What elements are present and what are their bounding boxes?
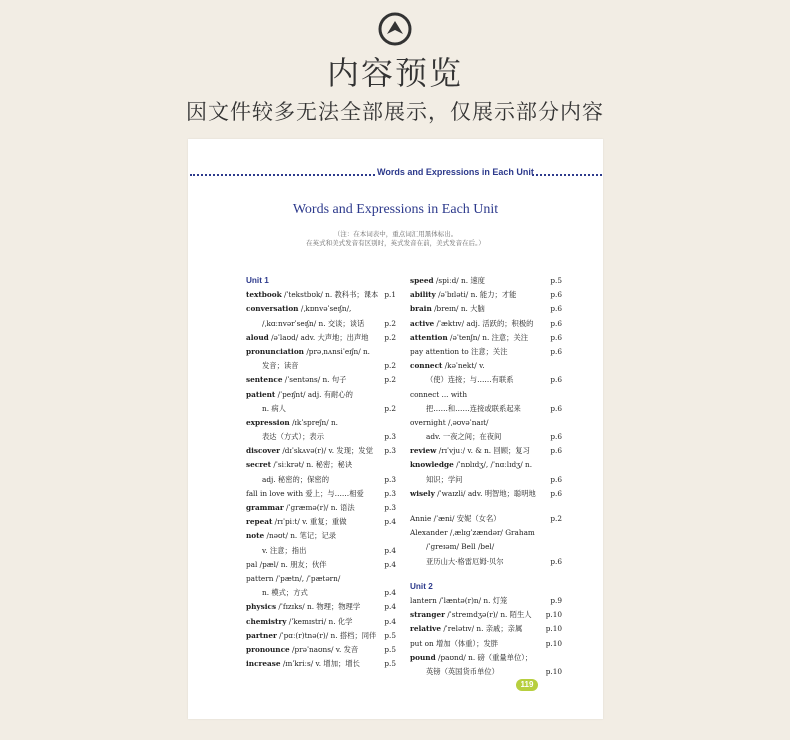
entry-text (246, 416, 338, 430)
entry-page-ref: p.6 (550, 474, 562, 484)
entry-definition: /ɪkˈspreʃn/ n. (289, 417, 338, 427)
headword: discover (246, 446, 281, 456)
headword: active (410, 318, 435, 328)
entry-text (410, 458, 532, 472)
entry-definition: /əˈbɪləti/ n. 能力；才能 (435, 290, 517, 300)
word-entry (246, 288, 396, 302)
entry-page-ref: p.4 (384, 517, 396, 527)
word-entry (246, 558, 396, 572)
word-entry (246, 458, 396, 472)
entry-text: Annie /ˈæni/ 安妮（女名） (410, 514, 501, 523)
word-list-right-column (410, 274, 562, 679)
entry-page-ref: p.5 (384, 659, 396, 669)
entry-definition: /rɪˈpiːt/ v. 重复；重做 (272, 517, 347, 527)
entry-page-ref: p.6 (550, 446, 562, 456)
entry-text: lantern /ˈlæntə(r)n/ n. 灯笼 (410, 595, 508, 605)
headword: relative (410, 624, 442, 634)
headword: pronunciation (246, 346, 304, 356)
entry-page-ref: p.6 (550, 332, 562, 342)
entry-page-ref: p.2 (384, 403, 396, 413)
entry-definition: /ˈpɑː(r)tnə(r)/ n. 搭档；同伴 (276, 630, 377, 640)
entry-text: Alexander /ˌælɪɡˈzændər/ Graham (410, 528, 535, 538)
headword: knowledge (410, 460, 454, 470)
entry-page-ref: p.3 (384, 503, 396, 512)
page-number-badge: 119 (516, 679, 538, 691)
entry-text (246, 302, 351, 316)
word-entry (410, 637, 562, 651)
entry-definition: /ˈstreɪndʒə(r)/ n. 陌生人 (444, 610, 532, 620)
entry-definition: /ˈfɪzɪks/ n. 物理；物理学 (276, 602, 361, 612)
entry-text (246, 345, 370, 359)
entry-page-ref: p.2 (550, 514, 562, 523)
entry-page-ref: p.10 (545, 624, 562, 634)
entry-page-ref: p.5 (384, 630, 396, 640)
entry-definition: /dɪˈskʌvə(r)/ v. 发现；发觉 (280, 446, 373, 456)
headword: textbook (246, 290, 282, 300)
section-spacer (410, 501, 562, 512)
entry-text (410, 651, 532, 665)
word-entry (246, 615, 396, 629)
entry-page-ref: p.5 (550, 276, 562, 285)
entry-text (246, 629, 376, 643)
entry-text: /ˌkɑːnvərˈseɪʃn/ n. 交谈；谈话 (262, 318, 365, 328)
entry-text: 发音；读音 (262, 361, 299, 371)
word-entry (246, 444, 396, 458)
word-entry (246, 544, 396, 558)
entry-definition: /prəˈnaʊns/ v. 发音 (289, 644, 359, 654)
headword: grammar (246, 503, 284, 512)
headword: conversation (246, 304, 299, 314)
headword: wisely (410, 488, 435, 498)
word-entry (410, 665, 562, 679)
section-spacer (410, 569, 562, 580)
headword: pound (410, 652, 436, 662)
headword: note (246, 531, 265, 541)
entry-page-ref: p.6 (550, 403, 562, 413)
headword: stranger (410, 610, 445, 620)
entry-text: connect ... with (410, 389, 468, 399)
entry-text (410, 487, 536, 501)
headword: physics (246, 602, 277, 612)
entry-page-ref: p.10 (545, 610, 562, 620)
word-entry (246, 572, 396, 586)
word-entry (246, 473, 396, 487)
headword: speed (410, 276, 434, 285)
entry-definition: /ˈnɒlɪdʒ/, /ˈnɑːlɪdʒ/ n. (453, 460, 533, 470)
header-divider-right (532, 174, 602, 176)
word-entry (410, 373, 562, 387)
entry-page-ref: p.6 (550, 290, 562, 300)
headword: secret (246, 460, 272, 470)
headword: partner (246, 630, 277, 640)
entry-page-ref: p.6 (550, 375, 562, 385)
entry-text (246, 501, 355, 515)
entry-text: adj. 秘密的；保密的 (262, 474, 330, 484)
headword: ability (410, 290, 436, 300)
entry-definition: /ˈwaɪzli/ adv. 明智地；聪明地 (434, 488, 536, 498)
note-line-1: （注：在本词表中，重点词汇用黑体标出。 (333, 230, 458, 238)
word-entry (246, 487, 396, 501)
entry-text (410, 302, 485, 316)
entry-text (410, 444, 530, 458)
word-entry (246, 416, 396, 430)
unit-heading (246, 274, 396, 288)
entry-text: 表达（方式）；表示 (262, 432, 325, 442)
entry-text: pay attention to 注意；关注 (410, 346, 508, 356)
word-entry (410, 473, 562, 487)
word-entry (246, 402, 396, 416)
chevron-up-circle-icon (378, 12, 412, 46)
entry-definition: /nəʊt/ n. 笔记；记录 (264, 531, 337, 541)
entry-text (246, 615, 352, 629)
entry-text (410, 331, 528, 345)
word-entry (246, 345, 396, 359)
entry-definition: /spiːd/ n. 速度 (433, 276, 485, 285)
entry-page-ref: p.1 (384, 290, 396, 300)
entry-text: /ˈɡreɪəm/ Bell /bel/ (426, 542, 495, 552)
entry-text (246, 373, 346, 387)
headword: attention (410, 332, 448, 342)
word-entry (410, 487, 562, 501)
word-entry (410, 388, 562, 402)
word-entry (246, 302, 396, 316)
word-entry (410, 622, 562, 636)
entry-text (410, 274, 485, 288)
entry-page-ref: p.6 (550, 488, 562, 498)
word-entry (410, 458, 562, 472)
entry-text: pal /pæl/ n. 朋友；伙伴 (246, 559, 327, 569)
entry-definition: /breɪn/ n. 大脑 (431, 304, 485, 314)
entry-page-ref: p.3 (384, 488, 396, 498)
word-entry (410, 317, 562, 331)
entry-text (246, 458, 352, 472)
entry-definition: /əˈtenʃn/ n. 注意；关注 (447, 332, 529, 342)
entry-page-ref: p.2 (384, 375, 396, 385)
headword: expression (246, 417, 290, 427)
word-entry (246, 359, 396, 373)
entry-text: 亚历山大·格雷厄姆·贝尔 (426, 556, 504, 566)
entry-text (410, 359, 485, 373)
entry-text: 英镑（英国货币单位） (426, 666, 499, 676)
headword: patient (246, 389, 276, 399)
entry-text (246, 657, 360, 671)
word-entry (410, 608, 562, 622)
preview-title: 内容预览 (326, 54, 463, 92)
running-header (188, 169, 603, 181)
entry-text: v. 注意；指出 (262, 545, 307, 555)
header-divider-left (190, 174, 375, 176)
entry-definition: /ˈɡræmə(r)/ n. 语法 (283, 503, 355, 512)
unit-label: Unit 2 (410, 581, 433, 591)
entry-text: overnight /ˌəʊvəˈnaɪt/ (410, 417, 489, 427)
entry-definition: /ˈæktɪv/ adj. 活跃的；积极的 (434, 318, 534, 328)
headword: increase (246, 659, 281, 669)
entry-definition: /paʊnd/ n. 磅（重量单位）； (435, 652, 533, 662)
word-entry (246, 331, 396, 345)
entry-text: 知识；学问 (426, 474, 463, 484)
entry-page-ref: p.3 (384, 474, 396, 484)
word-entry (410, 345, 562, 359)
entry-page-ref: p.2 (384, 318, 396, 328)
entry-text: pattern /ˈpætn/, /ˈpætərn/ (246, 573, 341, 583)
headword: connect (410, 361, 443, 371)
entry-definition: /kəˈnekt/ v. (442, 361, 485, 371)
word-entry (410, 526, 562, 540)
entry-definition: /ˌkɒnvəˈseɪʃn/, (298, 304, 352, 314)
entry-text (246, 643, 358, 657)
word-list-left-column (246, 274, 396, 671)
entry-page-ref: p.6 (550, 346, 562, 356)
page-title: Words and Expressions in Each Unit (292, 202, 499, 217)
entry-text: （使）连接；与……有联系 (426, 375, 514, 385)
word-entry (246, 629, 396, 643)
headword: pronounce (246, 644, 290, 654)
word-entry (410, 302, 562, 316)
word-entry (246, 317, 396, 331)
entry-text: 把……和……连接或联系起来 (426, 403, 521, 413)
word-entry (410, 540, 562, 554)
headword: repeat (246, 517, 273, 527)
entry-definition: /ˈrelətɪv/ n. 亲戚；亲属 (441, 624, 523, 634)
entry-definition: /ˈsiːkrət/ n. 秘密；秘诀 (271, 460, 353, 470)
entry-page-ref: p.6 (550, 304, 562, 314)
running-header-label: Words and Expressions in Each Unit (377, 167, 534, 177)
entry-text: n. 模式；方式 (262, 588, 308, 598)
entry-text (410, 608, 532, 622)
entry-text (410, 622, 522, 636)
entry-definition: /ˈpeɪʃnt/ adj. 有耐心的 (275, 389, 353, 399)
word-entry (410, 444, 562, 458)
word-entry (246, 600, 396, 614)
entry-text (246, 444, 373, 458)
entry-text (246, 331, 369, 345)
entry-definition: /əˈlaʊd/ adv. 大声地；出声地 (268, 332, 369, 342)
word-entry (246, 643, 396, 657)
word-entry (410, 288, 562, 302)
entry-page-ref: p.10 (545, 638, 562, 648)
word-entry (410, 331, 562, 345)
entry-page-ref: p.3 (384, 446, 396, 456)
unit-heading (410, 580, 562, 594)
entry-text (246, 600, 360, 614)
entry-page-ref: p.4 (384, 616, 396, 626)
entry-text (410, 288, 516, 302)
entry-text: adv. 一夜之间；在夜间 (426, 432, 502, 442)
entry-text (410, 317, 533, 331)
entry-page-ref: p.9 (550, 595, 562, 605)
entry-text (246, 515, 347, 529)
entry-page-ref: p.4 (384, 588, 396, 598)
entry-text: fall in love with 爱上；与……相爱 (246, 488, 364, 498)
word-entry (410, 402, 562, 416)
word-entry (246, 657, 396, 671)
word-entry (410, 594, 562, 608)
entry-page-ref: p.4 (384, 559, 396, 569)
entry-text: n. 病人 (262, 403, 286, 413)
word-entry (246, 388, 396, 402)
entry-page-ref: p.4 (384, 602, 396, 612)
headword: brain (410, 304, 432, 314)
entry-page-ref: p.5 (384, 644, 396, 654)
entry-definition: /prəˌnʌnsiˈeɪʃn/ n. (304, 346, 370, 356)
entry-text (246, 288, 378, 302)
entry-page-ref: p.6 (550, 556, 562, 566)
entry-text: put on 增加（体重）；发胖 (410, 638, 499, 648)
word-entry (410, 555, 562, 569)
entry-page-ref: p.2 (384, 361, 396, 371)
entry-definition: /ˈkemɪstri/ n. 化学 (286, 616, 353, 626)
entry-page-ref: p.6 (550, 318, 562, 328)
unit-label: Unit 1 (246, 276, 269, 285)
entry-definition: /rɪˈvjuː/ v. & n. 回顾；复习 (436, 446, 530, 456)
entry-page-ref: p.4 (384, 545, 396, 555)
note-line-2: 在英式和美式发音有区别时，英式发音在前，美式发音在后。） (306, 239, 485, 247)
entry-definition: /ˈtekstbʊk/ n. 教科书；课本 (281, 290, 379, 300)
entry-text (246, 388, 353, 402)
headword: chemistry (246, 616, 287, 626)
word-entry (410, 651, 562, 665)
headword: aloud (246, 332, 269, 342)
entry-page-ref: p.3 (384, 432, 396, 442)
word-entry (410, 359, 562, 373)
word-entry (410, 274, 562, 288)
word-entry (246, 373, 396, 387)
entry-definition: /ˈsentəns/ n. 句子 (282, 375, 347, 385)
entry-text (246, 529, 336, 543)
entry-definition: /ɪnˈkriːs/ v. 增加；增长 (280, 659, 360, 669)
document-page (188, 139, 603, 719)
word-entry (410, 416, 562, 430)
word-entry (246, 586, 396, 600)
word-entry (246, 529, 396, 543)
entry-page-ref: p.10 (545, 666, 562, 676)
word-entry (246, 501, 396, 515)
word-entry (246, 430, 396, 444)
headword: review (410, 446, 437, 456)
entry-page-ref: p.6 (550, 432, 562, 442)
word-entry (410, 430, 562, 444)
entry-page-ref: p.2 (384, 332, 396, 342)
headword: sentence (246, 375, 283, 385)
word-entry (410, 512, 562, 526)
word-entry (246, 515, 396, 529)
preview-subtitle: 因文件较多无法全部展示，仅展示部分内容 (186, 100, 604, 124)
